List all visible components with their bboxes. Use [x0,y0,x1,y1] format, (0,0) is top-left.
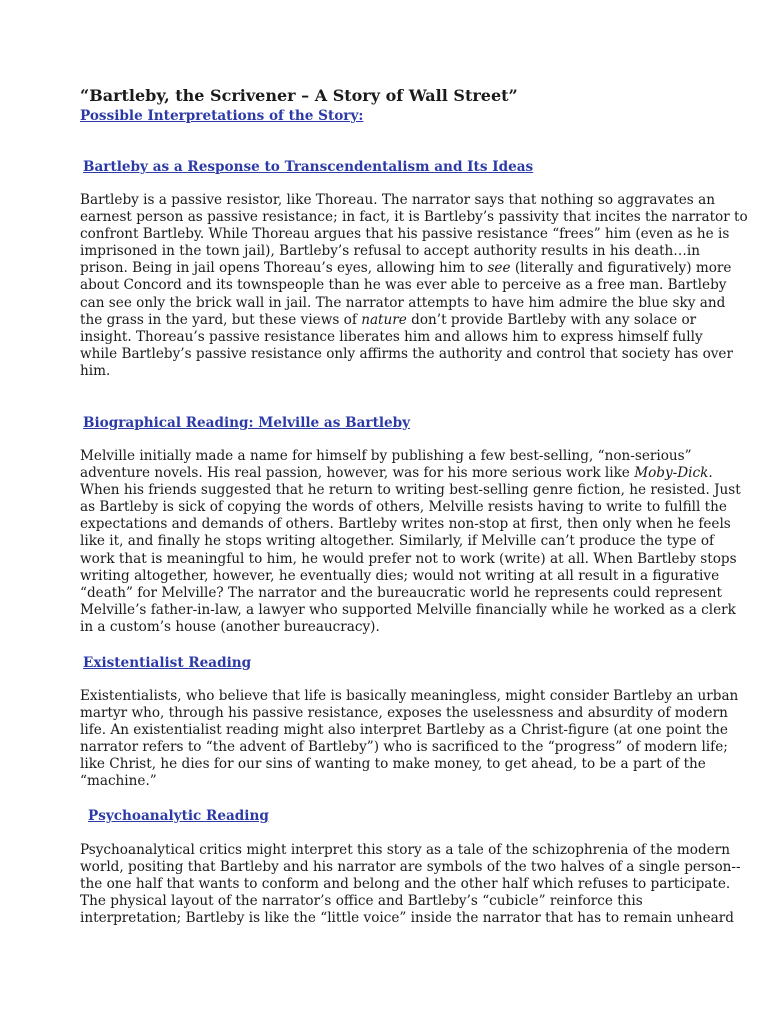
text-line: insight. Thoreau’s passive resistance liberates him and allows him to express himself fully [80,328,703,345]
text-line: “machine.” [80,773,157,790]
text-line: When his friends suggested that he return to writing best-selling genre fiction, he resisted. Just [80,482,741,499]
text-line: martyr who, through his passive resistance, exposes the uselessness and absurdity of modern [80,705,728,722]
text-line: narrator refers to “the advent of Bartleby”) who is sacrificed to the “progress” of modern life; [80,739,728,756]
text-line: can see only the brick wall in jail. The narrator attempts to have him admire the blue sky and [80,294,726,311]
text-line: as Bartleby is sick of copying the words of others, Melville resists having to write to fulfill the [80,499,727,516]
text-line: Bartleby is a passive resistor, like Thoreau. The narrator says that nothing so aggravates an [80,192,715,208]
section-heading-biographical: Biographical Reading: Melville as Bartleby [83,415,411,431]
text-line: The physical layout of the narrator’s office and Bartleby’s “cubicle” reinforce this [80,893,643,910]
text-line: adventure novels. His real passion, however, was for his more serious work like Moby-Dick. [80,465,713,482]
text-line: like it, and finally he stops writing altogether. Similarly, if Melville can’t produce the type of [80,533,715,550]
text-line: him. [80,362,111,379]
text-line: Melville initially made a name for himself by publishing a few best-selling, “non-serious” [80,448,692,464]
text-line: “death” for Melville? The narrator and the bureaucratic world he represents could represent [80,584,722,601]
text-line: life. An existentialist reading might also interpret Bartleby as a Christ-figure (at one point the [80,722,728,739]
text-line: interpretation; Bartleby is like the “little voice” inside the narrator that has to remain unheard [80,910,734,927]
text-line: earnest person as passive resistance; in fact, it is Bartleby’s passivity that incites the narrator to [80,209,748,226]
section-body-existentialist [80,688,739,791]
text-line: in a custom’s house (another bureaucracy). [80,618,380,635]
section-body-biographical [80,448,741,636]
text-line: imprisoned in the town jail), Bartleby’s refusal to accept authority results in his death…in [80,243,700,260]
text-line: Psychoanalytical critics might interpret this story as a tale of the schizophrenia of the modern [80,842,730,858]
text-line: like Christ, he dies for our sins of wanting to make money, to get ahead, to be a part of the [80,756,706,773]
text-line: work that is meaningful to him, he would prefer not to work (write) at all. When Bartleby stops [80,550,737,567]
section-body-psychoanalytic [80,842,741,927]
text-line: writing altogether, however, he eventually dies; would not writing at all result in a figurative [80,567,720,584]
text-line: expectations and demands of others. Bartleby writes non-stop at first, then only when he feels [80,516,731,533]
section-heading-psychoanalytic: Psychoanalytic Reading [88,808,269,824]
text-line: Melville’s father-in-law, a lawyer who supported Melville financially while he worked as a clerk [80,601,736,618]
text-line: world, positing that Bartleby and his narrator are symbols of the two halves of a single person-- [80,859,741,876]
text-line: the grass in the yard, but these views of nature don’t provide Bartleby with any solace or [80,311,697,328]
section-heading-existentialist: Existentialist Reading [83,655,252,671]
document-title: “Bartleby, the Scrivener – A Story of Wall Street” [80,86,518,105]
section-heading-transcendentalism: Bartleby as a Response to Transcendentalism and Its Ideas [83,159,534,175]
text-line: confront Bartleby. While Thoreau argues that his passive resistance “frees” him (even as he is [80,226,730,243]
text-line: Existentialists, who believe that life is basically meaningless, might consider Bartleby an urban [80,688,739,704]
section-body-transcendentalism [80,192,748,380]
text-line: the one half that wants to conform and belong and the other half which refuses to participate. [80,876,731,893]
text-line: about Concord and its townspeople than he was ever able to perceive as a free man. Bartleby [80,277,727,294]
document-subtitle: Possible Interpretations of the Story: [80,108,364,124]
text-line: while Bartleby’s passive resistance only affirms the authority and control that society has over [80,345,733,362]
text-line: prison. Being in jail opens Thoreau’s eyes, allowing him to see (literally and figuratively) more [80,260,732,277]
